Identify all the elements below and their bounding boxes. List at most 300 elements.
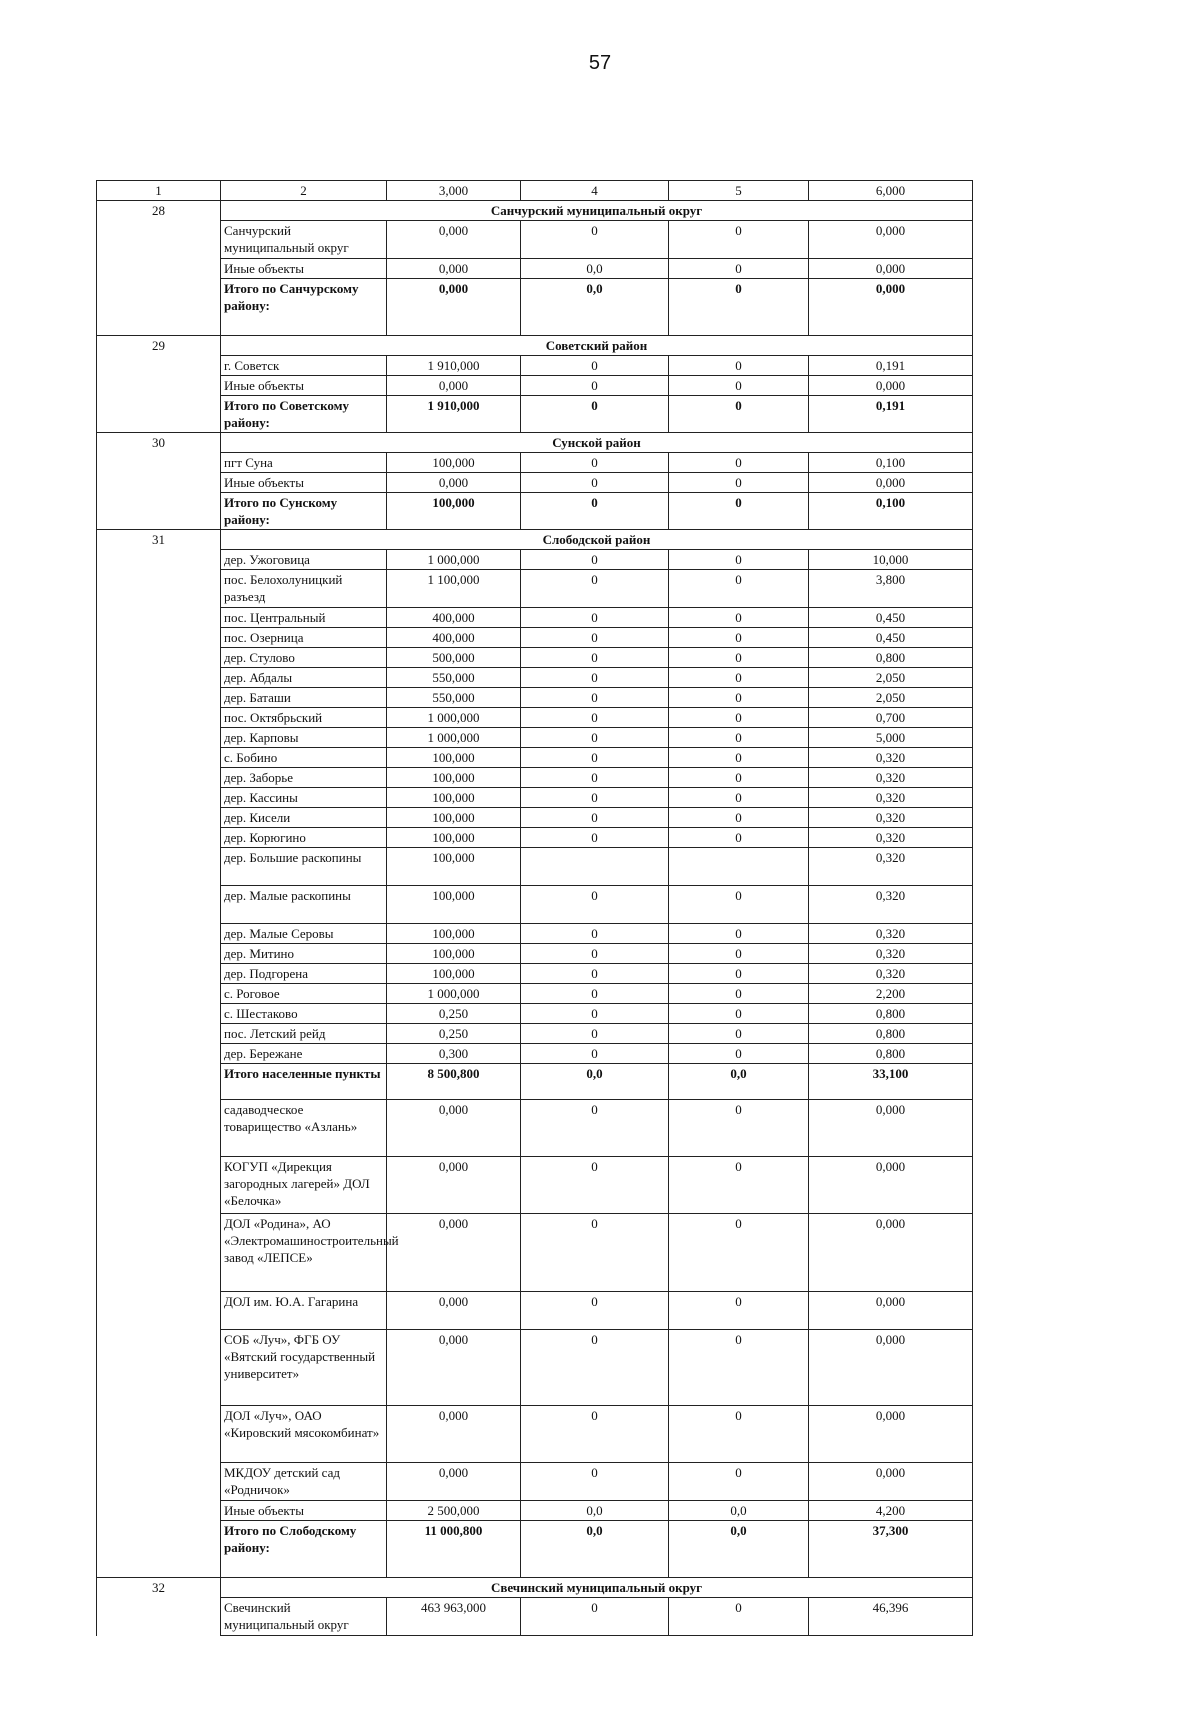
- header-cell: 1: [97, 181, 221, 201]
- row-name: ДОЛ «Родина», АО «Электромашиностроительный завод «ЛЕПСЕ»: [221, 1214, 387, 1292]
- value-col6: 0,320: [809, 848, 973, 886]
- value-col4: 0,0: [521, 279, 669, 336]
- value-col3: 100,000: [387, 924, 521, 944]
- row-name: дер. Карповы: [221, 728, 387, 748]
- value-col3: 1 000,000: [387, 550, 521, 570]
- value-col4: 0: [521, 944, 669, 964]
- table-row: [97, 1406, 973, 1463]
- value-col5: 0: [669, 748, 809, 768]
- index-cell: [97, 1406, 221, 1463]
- index-cell: [97, 848, 221, 886]
- row-name: дер. Подгорена: [221, 964, 387, 984]
- table-row: [97, 944, 973, 964]
- value-col4: 0: [521, 396, 669, 433]
- value-col5: 0: [669, 396, 809, 433]
- value-col4: 0: [521, 550, 669, 570]
- table-row: [97, 1024, 973, 1044]
- value-col4: 0: [521, 668, 669, 688]
- header-cell: 2: [221, 181, 387, 201]
- value-col3: 0,000: [387, 259, 521, 279]
- value-col6: 2,200: [809, 984, 973, 1004]
- table-row: [97, 848, 973, 886]
- row-name: дер. Абдалы: [221, 668, 387, 688]
- value-col6: 0,000: [809, 1100, 973, 1157]
- value-col3: 1 910,000: [387, 356, 521, 376]
- value-col4: 0: [521, 984, 669, 1004]
- value-col5: 0: [669, 1292, 809, 1330]
- table-row: [97, 1330, 973, 1406]
- value-col5: 0: [669, 608, 809, 628]
- row-name: СОБ «Луч», ФГБ ОУ «Вятский государственный университет»: [221, 1330, 387, 1406]
- index-cell: [97, 808, 221, 828]
- header-row: [97, 181, 973, 201]
- value-col5: 0: [669, 964, 809, 984]
- table-row: [97, 1157, 973, 1214]
- row-name: дер. Кассины: [221, 788, 387, 808]
- index-cell: [97, 964, 221, 984]
- index-cell: [97, 768, 221, 788]
- value-col3: 1 000,000: [387, 984, 521, 1004]
- value-col3: 100,000: [387, 748, 521, 768]
- index-cell: [97, 944, 221, 964]
- value-col3: 0,000: [387, 376, 521, 396]
- value-col4: 0: [521, 1598, 669, 1636]
- row-name: пос. Центральный: [221, 608, 387, 628]
- index-cell: [97, 648, 221, 668]
- value-col6: 0,100: [809, 453, 973, 473]
- value-col3: 100,000: [387, 828, 521, 848]
- value-col6: 0,320: [809, 964, 973, 984]
- table-row: [97, 1501, 973, 1521]
- value-col3: 100,000: [387, 964, 521, 984]
- row-name: дер. Корюгино: [221, 828, 387, 848]
- value-col3: 1 000,000: [387, 728, 521, 748]
- value-col6: 0,320: [809, 944, 973, 964]
- index-cell: [97, 886, 221, 924]
- value-col6: 0,320: [809, 748, 973, 768]
- total-row: [97, 396, 973, 433]
- row-name: Иные объекты: [221, 473, 387, 493]
- total-row: [97, 493, 973, 530]
- value-col3: 550,000: [387, 668, 521, 688]
- value-col4: 0: [521, 648, 669, 668]
- row-name: садаводческое товарищество «Азлань»: [221, 1100, 387, 1157]
- section-title: Санчурский муниципальный округ: [221, 201, 973, 221]
- value-col4: 0: [521, 453, 669, 473]
- section-title-row: [97, 336, 973, 356]
- value-col4: 0: [521, 608, 669, 628]
- section-title: Слободской район: [221, 530, 973, 550]
- data-table: [96, 180, 973, 1636]
- section-number: 29: [97, 336, 221, 356]
- table-row: [97, 964, 973, 984]
- row-name: дер. Ужоговица: [221, 550, 387, 570]
- value-col5: 0: [669, 924, 809, 944]
- value-col4: 0: [521, 1004, 669, 1024]
- value-col6: 2,050: [809, 688, 973, 708]
- table-row: [97, 570, 973, 608]
- value-col6: 4,200: [809, 1501, 973, 1521]
- value-col6: 0,100: [809, 493, 973, 530]
- value-col5: 0: [669, 788, 809, 808]
- index-cell: [97, 1024, 221, 1044]
- row-name: дер. Бережане: [221, 1044, 387, 1064]
- value-col4: 0: [521, 473, 669, 493]
- value-col4: 0: [521, 570, 669, 608]
- value-col5: 0: [669, 768, 809, 788]
- table-row: [97, 924, 973, 944]
- value-col6: 0,800: [809, 1044, 973, 1064]
- header-cell: 5: [669, 181, 809, 201]
- value-col4: 0: [521, 886, 669, 924]
- index-cell: [97, 1463, 221, 1501]
- value-col5: 0: [669, 1330, 809, 1406]
- section-number: 31: [97, 530, 221, 550]
- total-row: [97, 1521, 973, 1578]
- value-col6: 0,800: [809, 1004, 973, 1024]
- table-row: [97, 550, 973, 570]
- row-name: дер. Кисели: [221, 808, 387, 828]
- index-cell: [97, 493, 221, 530]
- value-col5: 0: [669, 279, 809, 336]
- index-cell: [97, 221, 221, 259]
- value-col6: 0,000: [809, 1463, 973, 1501]
- value-col6: 0,000: [809, 473, 973, 493]
- value-col6: 0,000: [809, 1406, 973, 1463]
- row-name: пос. Октябрьский: [221, 708, 387, 728]
- row-name: пгт Суна: [221, 453, 387, 473]
- value-col3: 0,000: [387, 1214, 521, 1292]
- value-col5: 0: [669, 668, 809, 688]
- value-col5: 0: [669, 886, 809, 924]
- value-col6: 0,191: [809, 396, 973, 433]
- value-col4: 0: [521, 376, 669, 396]
- value-col6: 0,000: [809, 1214, 973, 1292]
- table-row: [97, 828, 973, 848]
- section-title: Сунской район: [221, 433, 973, 453]
- row-name: Свечинский муниципальный округ: [221, 1598, 387, 1636]
- value-col6: 0,800: [809, 648, 973, 668]
- value-col5: 0: [669, 550, 809, 570]
- row-name: Итого по Советскому району:: [221, 396, 387, 433]
- row-name: Иные объекты: [221, 259, 387, 279]
- value-col5: 0: [669, 1044, 809, 1064]
- row-name: Санчурский муниципальный округ: [221, 221, 387, 259]
- value-col5: 0: [669, 259, 809, 279]
- value-col4: 0: [521, 1463, 669, 1501]
- section-title-row: [97, 433, 973, 453]
- value-col3: 100,000: [387, 453, 521, 473]
- value-col3: 100,000: [387, 768, 521, 788]
- value-col4: 0: [521, 924, 669, 944]
- index-cell: [97, 1214, 221, 1292]
- table-row: [97, 376, 973, 396]
- value-col5: 0: [669, 728, 809, 748]
- row-name: дер. Стулово: [221, 648, 387, 668]
- value-col3: 1 910,000: [387, 396, 521, 433]
- row-name: дер. Малые раскопины: [221, 886, 387, 924]
- value-col4: 0: [521, 964, 669, 984]
- row-name: пос. Озерница: [221, 628, 387, 648]
- value-col4: 0: [521, 828, 669, 848]
- row-name: с. Бобино: [221, 748, 387, 768]
- value-col4: 0: [521, 768, 669, 788]
- table-row: [97, 1044, 973, 1064]
- value-col6: 0,320: [809, 788, 973, 808]
- value-col4: 0: [521, 1044, 669, 1064]
- table-row: [97, 1004, 973, 1024]
- index-cell: [97, 788, 221, 808]
- value-col3: 100,000: [387, 493, 521, 530]
- value-col4: 0,0: [521, 259, 669, 279]
- value-col3: 0,000: [387, 279, 521, 336]
- index-cell: [97, 473, 221, 493]
- value-col5: 0: [669, 493, 809, 530]
- value-col3: 100,000: [387, 788, 521, 808]
- value-col5: 0: [669, 453, 809, 473]
- row-name: ДОЛ им. Ю.А. Гагарина: [221, 1292, 387, 1330]
- row-name: дер. Митино: [221, 944, 387, 964]
- table-row: [97, 1214, 973, 1292]
- value-col3: 0,000: [387, 1330, 521, 1406]
- value-col3: 0,000: [387, 1292, 521, 1330]
- value-col3: 100,000: [387, 944, 521, 964]
- value-col6: 0,800: [809, 1024, 973, 1044]
- value-col4: 0: [521, 748, 669, 768]
- value-col4: 0: [521, 1406, 669, 1463]
- row-name: Итого по Слободскому району:: [221, 1521, 387, 1578]
- value-col3: 0,000: [387, 473, 521, 493]
- value-col4: 0,0: [521, 1501, 669, 1521]
- row-name: с. Шестаково: [221, 1004, 387, 1024]
- table-row: [97, 356, 973, 376]
- value-col5: [669, 848, 809, 886]
- index-cell: [97, 828, 221, 848]
- value-col4: 0: [521, 708, 669, 728]
- value-col5: 0: [669, 376, 809, 396]
- table-row: [97, 808, 973, 828]
- index-cell: [97, 728, 221, 748]
- row-name: дер. Заборье: [221, 768, 387, 788]
- value-col6: 0,320: [809, 808, 973, 828]
- value-col4: 0: [521, 1024, 669, 1044]
- index-cell: [97, 1100, 221, 1157]
- value-col4: 0: [521, 493, 669, 530]
- value-col6: 2,050: [809, 668, 973, 688]
- page-number: 57: [588, 52, 612, 74]
- value-col4: 0: [521, 788, 669, 808]
- row-name: дер. Большие раскопины: [221, 848, 387, 886]
- section-title-row: [97, 530, 973, 550]
- table-row: [97, 728, 973, 748]
- value-col3: 100,000: [387, 848, 521, 886]
- section-title: Советский район: [221, 336, 973, 356]
- row-name: пос. Летский рейд: [221, 1024, 387, 1044]
- table-row: [97, 259, 973, 279]
- index-cell: [97, 984, 221, 1004]
- header-cell: 6,000: [809, 181, 973, 201]
- table-row: [97, 453, 973, 473]
- index-cell: [97, 924, 221, 944]
- index-cell: [97, 570, 221, 608]
- value-col3: 11 000,800: [387, 1521, 521, 1578]
- section-number: 30: [97, 433, 221, 453]
- section-title-row: [97, 201, 973, 221]
- value-col5: 0: [669, 1157, 809, 1214]
- row-name: с. Роговое: [221, 984, 387, 1004]
- value-col3: 0,000: [387, 221, 521, 259]
- value-col6: 5,000: [809, 728, 973, 748]
- row-name: Итого по Санчурскому району:: [221, 279, 387, 336]
- index-cell: [97, 279, 221, 336]
- section-title: Свечинский муниципальный округ: [221, 1578, 973, 1598]
- table-row: [97, 648, 973, 668]
- table-row: [97, 984, 973, 1004]
- value-col6: 0,000: [809, 1157, 973, 1214]
- value-col3: 0,250: [387, 1024, 521, 1044]
- value-col6: 37,300: [809, 1521, 973, 1578]
- value-col4: 0: [521, 1157, 669, 1214]
- total-row: [97, 1064, 973, 1100]
- table-row: [97, 748, 973, 768]
- row-name: дер. Баташи: [221, 688, 387, 708]
- value-col4: 0: [521, 1292, 669, 1330]
- index-cell: [97, 628, 221, 648]
- index-cell: [97, 668, 221, 688]
- value-col3: 0,000: [387, 1406, 521, 1463]
- value-col3: 0,250: [387, 1004, 521, 1024]
- value-col4: 0: [521, 1214, 669, 1292]
- value-col4: 0: [521, 728, 669, 748]
- value-col5: 0,0: [669, 1521, 809, 1578]
- index-cell: [97, 376, 221, 396]
- value-col3: 1 000,000: [387, 708, 521, 728]
- value-col3: 400,000: [387, 608, 521, 628]
- value-col4: 0,0: [521, 1064, 669, 1100]
- index-cell: [97, 1521, 221, 1578]
- index-cell: [97, 1598, 221, 1636]
- value-col5: 0: [669, 808, 809, 828]
- value-col6: 0,700: [809, 708, 973, 728]
- section-number: 28: [97, 201, 221, 221]
- value-col5: 0: [669, 1598, 809, 1636]
- value-col6: 0,320: [809, 924, 973, 944]
- value-col3: 550,000: [387, 688, 521, 708]
- value-col5: 0: [669, 473, 809, 493]
- value-col6: 0,320: [809, 886, 973, 924]
- table-body: [97, 181, 973, 1636]
- value-col5: 0: [669, 828, 809, 848]
- value-col5: 0: [669, 356, 809, 376]
- row-name: Итого населенные пункты: [221, 1064, 387, 1100]
- value-col6: 46,396: [809, 1598, 973, 1636]
- row-name: ДОЛ «Луч», ОАО «Кировский мясокомбинат»: [221, 1406, 387, 1463]
- table-row: [97, 1100, 973, 1157]
- value-col6: 0,000: [809, 259, 973, 279]
- value-col3: 500,000: [387, 648, 521, 668]
- row-name: г. Советск: [221, 356, 387, 376]
- value-col3: 2 500,000: [387, 1501, 521, 1521]
- table-row: [97, 768, 973, 788]
- table-row: [97, 668, 973, 688]
- table-row: [97, 628, 973, 648]
- index-cell: [97, 396, 221, 433]
- index-cell: [97, 1044, 221, 1064]
- value-col6: 0,450: [809, 608, 973, 628]
- index-cell: [97, 1064, 221, 1100]
- value-col6: 0,000: [809, 279, 973, 336]
- value-col5: 0: [669, 1004, 809, 1024]
- value-col3: 100,000: [387, 886, 521, 924]
- value-col3: 1 100,000: [387, 570, 521, 608]
- value-col3: 100,000: [387, 808, 521, 828]
- index-cell: [97, 259, 221, 279]
- value-col5: 0: [669, 648, 809, 668]
- index-cell: [97, 356, 221, 376]
- index-cell: [97, 748, 221, 768]
- value-col5: 0: [669, 1463, 809, 1501]
- table-row: [97, 1463, 973, 1501]
- table-row: [97, 221, 973, 259]
- value-col6: 0,000: [809, 1330, 973, 1406]
- value-col4: 0: [521, 628, 669, 648]
- index-cell: [97, 1501, 221, 1521]
- value-col3: 0,000: [387, 1157, 521, 1214]
- value-col5: 0: [669, 1406, 809, 1463]
- value-col6: 0,000: [809, 376, 973, 396]
- section-title-row: [97, 1578, 973, 1598]
- value-col6: 0,320: [809, 768, 973, 788]
- index-cell: [97, 1330, 221, 1406]
- table-row: [97, 788, 973, 808]
- value-col3: 400,000: [387, 628, 521, 648]
- index-cell: [97, 688, 221, 708]
- value-col5: 0: [669, 628, 809, 648]
- value-col4: 0: [521, 356, 669, 376]
- row-name: КОГУП «Дирекция загородных лагерей» ДОЛ «Белочка»: [221, 1157, 387, 1214]
- total-row: [97, 279, 973, 336]
- table-row: [97, 1598, 973, 1636]
- row-name: Иные объекты: [221, 1501, 387, 1521]
- value-col4: [521, 848, 669, 886]
- value-col5: 0: [669, 984, 809, 1004]
- index-cell: [97, 1157, 221, 1214]
- value-col5: 0,0: [669, 1501, 809, 1521]
- value-col5: 0: [669, 1214, 809, 1292]
- value-col5: 0: [669, 1024, 809, 1044]
- value-col6: 33,100: [809, 1064, 973, 1100]
- value-col6: 3,800: [809, 570, 973, 608]
- index-cell: [97, 608, 221, 628]
- value-col6: 0,000: [809, 221, 973, 259]
- value-col5: 0: [669, 708, 809, 728]
- value-col4: 0: [521, 808, 669, 828]
- value-col3: 0,000: [387, 1100, 521, 1157]
- value-col6: 0,191: [809, 356, 973, 376]
- row-name: пос. Белохолуницкий разъезд: [221, 570, 387, 608]
- table-row: [97, 608, 973, 628]
- value-col6: 10,000: [809, 550, 973, 570]
- value-col3: 8 500,800: [387, 1064, 521, 1100]
- section-number: 32: [97, 1578, 221, 1598]
- value-col6: 0,000: [809, 1292, 973, 1330]
- value-col6: 0,320: [809, 828, 973, 848]
- row-name: дер. Малые Серовы: [221, 924, 387, 944]
- value-col3: 0,300: [387, 1044, 521, 1064]
- row-name: Иные объекты: [221, 376, 387, 396]
- value-col4: 0: [521, 1100, 669, 1157]
- table-row: [97, 688, 973, 708]
